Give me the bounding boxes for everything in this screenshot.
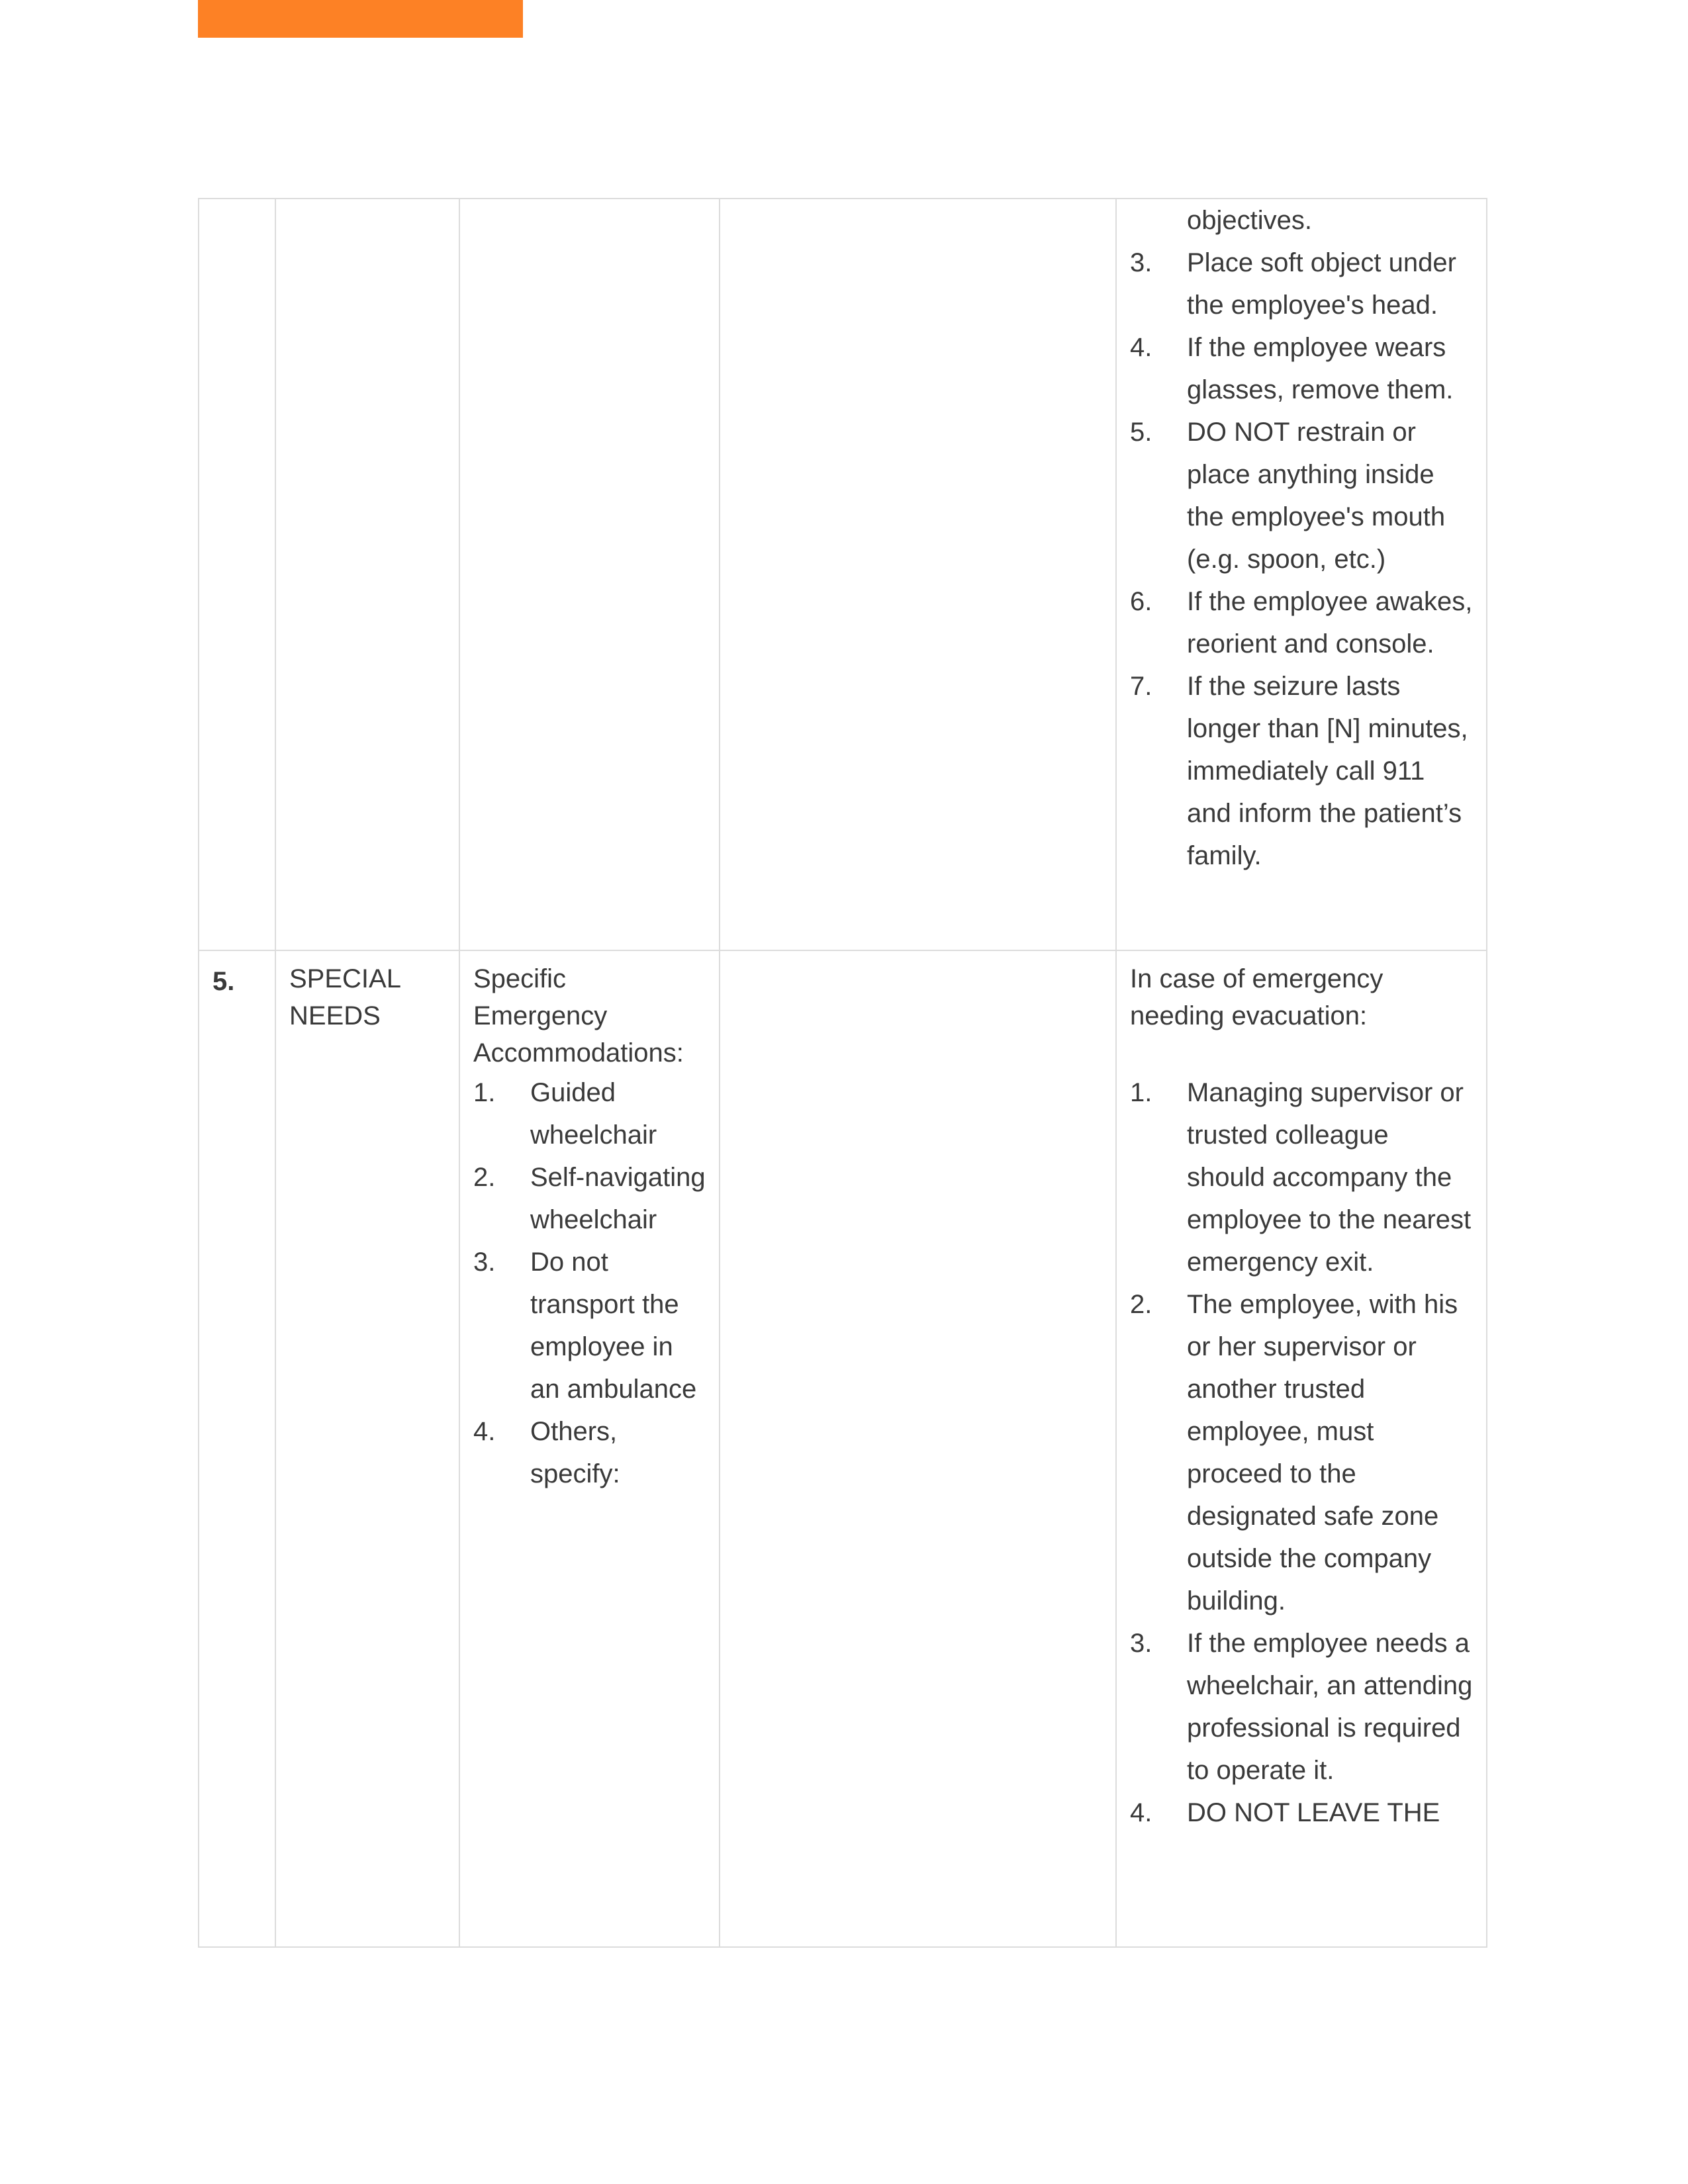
list-item	[473, 1071, 706, 1156]
blank-cell	[720, 950, 1116, 1947]
category-cell	[275, 950, 459, 1947]
accommodations-list	[473, 1071, 706, 1495]
row-number: 5.	[199, 950, 275, 1947]
accommodations-cell	[459, 950, 720, 1947]
list-item	[1130, 411, 1473, 580]
number-cell	[199, 199, 275, 950]
list-item-number: 2.	[473, 1163, 496, 1192]
list-item-number: 1.	[473, 1078, 496, 1107]
accommodations-cell	[459, 199, 720, 950]
list-item-number: 4.	[1130, 333, 1152, 362]
list-item-number: 3.	[1130, 248, 1152, 277]
list-item	[1130, 1792, 1473, 1834]
header-accent-bar	[198, 0, 523, 38]
list-item	[1130, 199, 1473, 242]
emergency-plan-table	[198, 198, 1487, 1948]
list-item	[1130, 1071, 1473, 1283]
list-item	[473, 1241, 706, 1410]
table-row-continued	[199, 199, 1487, 950]
list-item-number: 4.	[1130, 1798, 1152, 1827]
list-item-text: The employee, with his or her supervisor or another trusted employee, must proceed to the designated safe zone outside the company building.	[1187, 1290, 1458, 1615]
list-item-text: objectives.	[1187, 206, 1312, 235]
list-item	[1130, 1622, 1473, 1792]
list-item	[1130, 580, 1473, 665]
list-item	[1130, 665, 1473, 877]
procedure-cell	[1116, 950, 1487, 1947]
procedure-heading: In case of emergency needing evacuation:	[1130, 964, 1383, 1030]
list-item-text: If the employee wears glasses, remove them.	[1187, 333, 1454, 404]
list-item-text: DO NOT restrain or place anything inside the employee's mouth (e.g. spoon, etc.)	[1187, 418, 1446, 574]
list-item-text: Others, specify:	[530, 1417, 620, 1488]
list-item-number: 7.	[1130, 672, 1152, 701]
list-item-text: If the employee awakes, reorient and console.	[1187, 587, 1473, 659]
accommodations-heading: Specific Emergency Accommodations:	[473, 964, 684, 1068]
list-item-number: 6.	[1130, 587, 1152, 616]
list-item-number: 5.	[1130, 418, 1152, 447]
procedure-list	[1130, 1071, 1473, 1834]
list-item-text: Do not transport the employee in an ambulance	[530, 1248, 697, 1404]
list-item-text: Self-navigating wheelchair	[530, 1163, 706, 1234]
list-item-number: 3.	[1130, 1629, 1152, 1658]
list-item-text: DO NOT LEAVE THE	[1187, 1798, 1440, 1827]
list-item-number: 4.	[473, 1417, 496, 1446]
list-item-number: 3.	[473, 1248, 496, 1277]
list-item-number	[1130, 199, 1187, 242]
table-row-special-needs	[199, 950, 1487, 1947]
list-item-number: 2.	[1130, 1290, 1152, 1319]
procedure-cell	[1116, 199, 1487, 950]
list-item	[1130, 242, 1473, 326]
list-item-text: Managing supervisor or trusted colleague should accompany the employee to the nearest emergency exit.	[1187, 1078, 1472, 1277]
list-item	[1130, 1283, 1473, 1622]
category-label: SPECIAL NEEDS	[289, 964, 400, 1030]
category-cell	[275, 199, 459, 950]
list-item	[1130, 326, 1473, 411]
list-item-text: If the employee needs a wheelchair, an attending professional is required to operate it.	[1187, 1629, 1473, 1785]
blank-cell	[720, 199, 1116, 950]
list-item-text: Guided wheelchair	[530, 1078, 657, 1150]
list-item	[473, 1156, 706, 1241]
procedure-list	[1130, 199, 1473, 877]
list-item	[473, 1410, 706, 1495]
list-item-text: Place soft object under the employee's head.	[1187, 248, 1456, 320]
list-item-text: If the seizure lasts longer than [N] minutes, immediately call 911 and inform the patient’s family.	[1187, 672, 1468, 870]
list-item-number: 1.	[1130, 1078, 1152, 1107]
